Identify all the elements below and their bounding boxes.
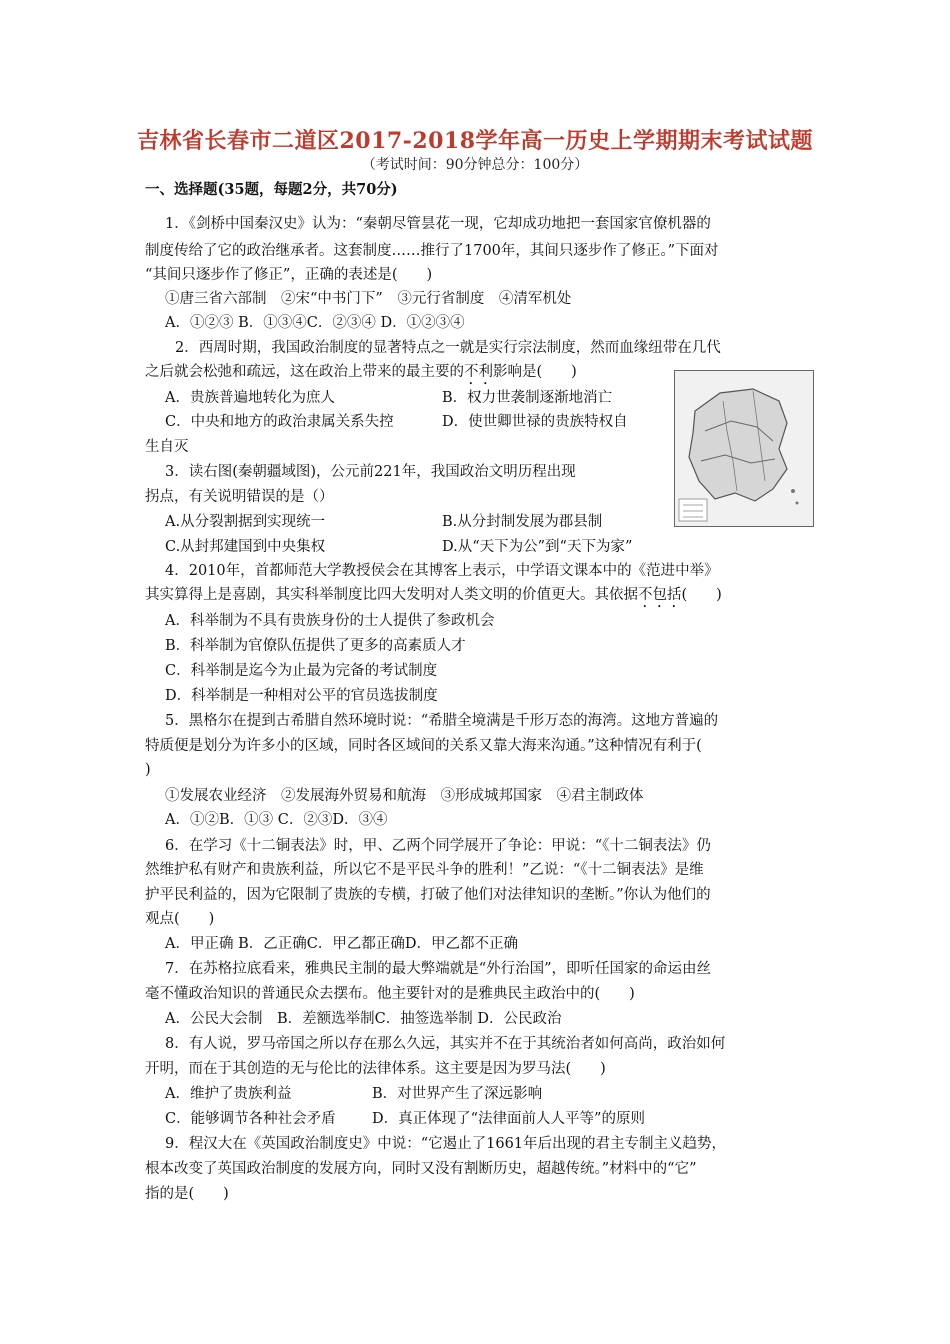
q8-option-a: A．维护了贵族利益 [165, 1086, 292, 1102]
q2-line2 [145, 362, 577, 388]
q2-option-d: D．使世卿世禄的贵族特权自 [442, 414, 628, 430]
q8-line1: 8．有人说，罗马帝国之所以存在那么久远，其实并不在于其统治者如何高尚，政治如何 [165, 1036, 726, 1052]
q2-option-a: A．贵族普遍地转化为庶人 [165, 390, 335, 406]
section-heading: 一、选择题(35题，每题2分，共70分) [145, 181, 398, 198]
exam-title: 吉林省长春市二道区2017-2018学年高一历史上学期期末考试试题 [136, 128, 814, 154]
q4-line1: 4．2010年，首都师范大学教授侯会在其博客上表示，中学语文课本中的《范进中举》 [165, 563, 719, 579]
q9-line3: 指的是( ) [145, 1186, 229, 1202]
q9-line1: 9．程汉大在《英国政治制度史》中说：“它遏止了1661年后出现的君主专制主义趋势， [165, 1136, 727, 1152]
q4-emphasis: 不包括 [638, 587, 682, 603]
q7-answers: A．公民大会制 B．差额选举制C．抽签选举制 D．公民政治 [165, 1011, 562, 1027]
q2-line2-c: 影响是( ) [493, 364, 577, 380]
q3-option-c: C.从封邦建国到中央集权 [165, 539, 326, 555]
q6-line2: 然维护私有财产和贵族利益，所以它不是平民斗争的胜利！”乙说：“《十二铜表法》是维 [145, 862, 704, 878]
q8-option-b: B．对世界产生了深远影响 [372, 1086, 543, 1102]
q3-line1: 3．读右图(秦朝疆域图)，公元前221年，我国政治文明历程出现 [165, 464, 576, 480]
q1-answers: A．①②③ B．①③④C．②③④ D．①②③④ [165, 315, 465, 331]
map-graphic [675, 371, 813, 526]
q4-line2-a: 其实算得上是喜剧，其实科举制度比四大发明对人类文明的价值更大。其依据 [145, 587, 638, 603]
q3-line2: 拐点，有关说明错误的是（） [145, 489, 334, 505]
qin-territory-map [674, 370, 814, 527]
q3-option-a: A.从分裂割据到实现统一 [165, 514, 326, 530]
q5-line3: ) [145, 762, 151, 778]
q1-line2: 制度传给了它的政治继承者。这套制度……推行了1700年，其间只逐步作了修正。”下面对 [145, 243, 719, 259]
q2-option-c: C．中央和地方的政治隶属关系失控 [165, 414, 394, 430]
q6-line4: 观点( ) [145, 911, 215, 927]
q4-option-a: A．科举制为不具有贵族身份的士人提供了参政机会 [165, 613, 495, 629]
q6-answers: A．甲正确 B．乙正确C．甲乙都正确D．甲乙都不正确 [165, 936, 518, 952]
q2-emphasis: 不利 [464, 364, 493, 380]
q2-option-d-cont: 生自灭 [145, 439, 189, 455]
q1-line1: 1．《剑桥中国秦汉史》认为：“秦朝尽管昙花一现，它却成功地把一套国家官僚机器的 [165, 216, 711, 232]
q5-options: ①发展农业经济 ②发展海外贸易和航海 ③形成城邦国家 ④君主制政体 [165, 788, 644, 804]
q4-option-c: C．科举制是迄今为止最为完备的考试制度 [165, 663, 438, 679]
q2-line2-a: 之后就会松弛和疏远，这在政治上带来的最主要的 [145, 364, 464, 380]
q9-line2: 根本改变了英国政治制度的发展方向，同时又没有割断历史，超越传统。”材料中的“它” [145, 1161, 697, 1177]
q3-option-b: B.从分封制发展为郡县制 [442, 514, 603, 530]
q4-line2-c: ( ) [681, 587, 722, 603]
q5-answers: A．①②B．①③ C．②③D．③④ [165, 812, 388, 828]
q1-line3: “其间只逐步作了修正”，正确的表述是( ) [145, 267, 433, 283]
q7-line1: 7．在苏格拉底看来，雅典民主制的最大弊端就是“外行治国”，即听任国家的命运由丝 [165, 961, 712, 977]
q5-line2: 特质便是划分为许多小的区域，同时各区域间的关系又靠大海来沟通。”这种情况有利于( [145, 738, 702, 754]
q8-option-c: C．能够调节各种社会矛盾 [165, 1111, 336, 1127]
q2-line1: 2．西周时期，我国政治制度的显著特点之一就是实行宗法制度，然而血缘纽带在几代 [175, 340, 721, 356]
q2-option-b: B．权力世袭制逐渐地消亡 [442, 390, 613, 406]
q4-option-b: B．科举制为官僚队伍提供了更多的高素质人才 [165, 638, 466, 654]
q5-line1: 5．黑格尔在提到古希腊自然环境时说：“希腊全境满是千形万态的海湾。这地方普遍的 [165, 713, 719, 729]
q1-options: ①唐三省六部制 ②宋“中书门下” ③元行省制度 ④清军机处 [165, 291, 572, 307]
exam-subtitle: （考试时间：90分钟总分：100分） [361, 157, 589, 173]
q3-option-d: D.从“天下为公”到“天下为家” [442, 539, 633, 555]
q4-line2 [145, 585, 722, 611]
q8-option-d: D．真正体现了“法律面前人人平等”的原则 [372, 1111, 645, 1127]
q6-line1: 6．在学习《十二铜表法》时，甲、乙两个同学展开了争论：甲说：“《十二铜表法》仍 [165, 838, 711, 854]
q7-line2: 毫不懂政治知识的普通民众去摆布。他主要针对的是雅典民主政治中的( ) [145, 986, 635, 1002]
q8-line2: 开明，而在于其创造的无与伦比的法律体系。这主要是因为罗马法( ) [145, 1061, 606, 1077]
q4-option-d: D．科举制是一种相对公平的官员选拔制度 [165, 688, 438, 704]
q6-line3: 护平民利益的，因为它限制了贵族的专横，打破了他们对法律知识的垄断。”你认为他们的 [145, 887, 711, 903]
